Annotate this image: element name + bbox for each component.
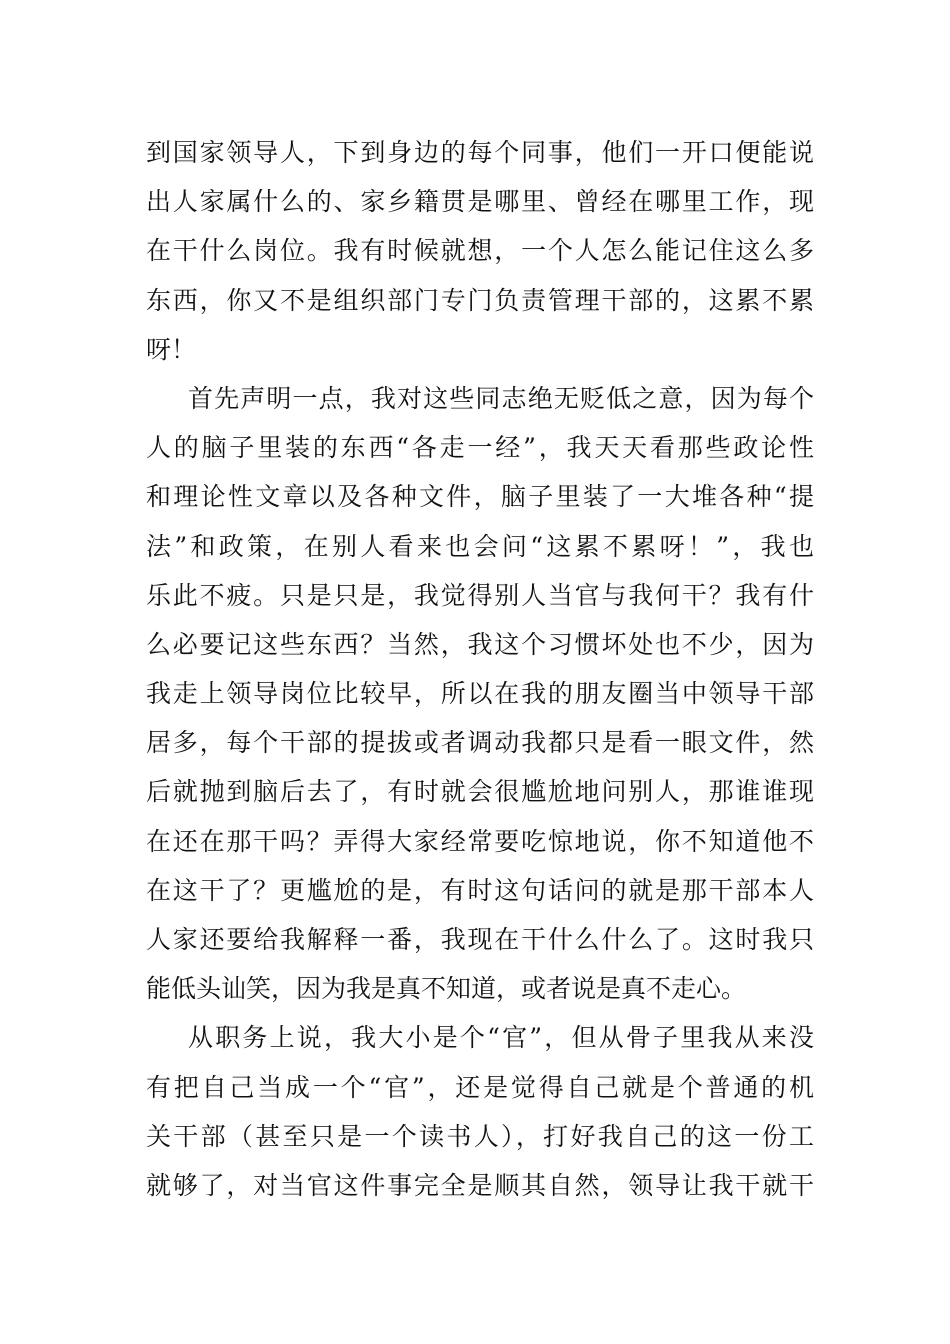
text-line: 人家还要给我解释一番，我现在干什么什么了。这时我只 — [146, 925, 814, 954]
body-text — [146, 128, 814, 1210]
text-line: 乐此不疲。只是只是，我觉得别人当官与我何干？我有什 — [146, 580, 814, 610]
text-line: 出人家属什么的、家乡籍贯是哪里、曾经在哪里工作，现 — [146, 187, 814, 217]
text-line: 从职务上说，我大小是个“官”，但从骨子里我从来没 — [188, 1023, 814, 1053]
text-line: 首先声明一点，我对这些同志绝无贬低之意，因为每个 — [188, 383, 814, 413]
text-line: 东西，你又不是组织部门专门负责管理干部的，这累不累 — [146, 285, 814, 315]
text-line: 在干什么岗位。我有时候就想，一个人怎么能记住这么多 — [146, 236, 814, 266]
text-line: 在还在那干吗？弄得大家经常要吃惊地说，你不知道他不 — [146, 826, 814, 856]
text-line: 么必要记这些东西？当然，我这个习惯坏处也不少，因为 — [146, 629, 814, 659]
text-line: 后就抛到脑后去了，有时就会很尴尬地问别人，那谁谁现 — [146, 777, 814, 807]
paragraph — [146, 1013, 814, 1210]
text-line: 到国家领导人，下到身边的每个同事，他们一开口便能说 — [146, 138, 814, 167]
text-line: 和理论性文章以及各种文件，脑子里装了一大堆各种“提 — [146, 482, 814, 512]
text-line: 在这干了？更尴尬的是，有时这句话问的就是那干部本人 — [146, 875, 814, 905]
text-line: 能低头讪笑，因为我是真不知道，或者说是真不走心。 — [146, 974, 747, 1004]
text-line: 呀！ — [146, 334, 197, 364]
text-line: 我走上领导岗位比较早，所以在我的朋友圈当中领导干部 — [146, 679, 814, 709]
text-line: 法”和政策，在别人看来也会问“这累不累呀！”，我也 — [146, 531, 814, 561]
text-line: 人的脑子里装的东西“各走一经”，我天天看那些政论性 — [146, 433, 814, 463]
text-line: 就够了，对当官这件事完全是顺其自然，领导让我干就干 — [146, 1170, 814, 1200]
paragraph — [146, 128, 814, 374]
text-line: 关干部（甚至只是一个读书人），打好我自己的这一份工 — [146, 1121, 814, 1151]
paragraph — [146, 374, 814, 1013]
text-line: 居多，每个干部的提拔或者调动我都只是看一眼文件，然 — [146, 728, 814, 758]
text-line: 有把自己当成一个“官”，还是觉得自己就是个普通的机 — [146, 1072, 814, 1102]
